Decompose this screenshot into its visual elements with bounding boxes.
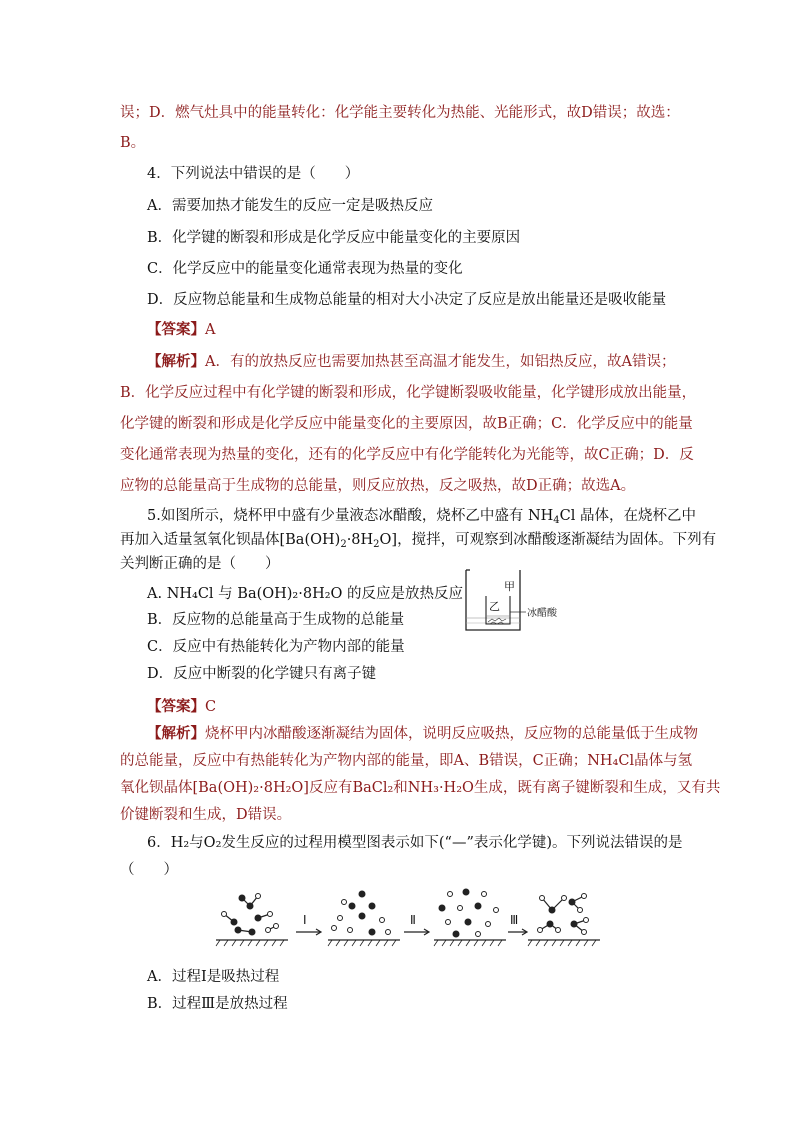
analysis-tag: 【解析】 bbox=[147, 353, 205, 370]
q4-option-d: D．反应物总能量和生成物总能量的相对大小决定了反应是放出能量还是吸收能量 bbox=[147, 292, 667, 308]
intro-line-2: B。 bbox=[120, 135, 146, 151]
q4-analysis-line-2: B．化学反应过程中有化学键的断裂和形成，化学键断裂吸收能量，化学键形成放出能量， bbox=[120, 385, 697, 401]
reaction-model-figure bbox=[212, 880, 604, 950]
surface-2 bbox=[328, 940, 400, 946]
step-label-3: Ⅲ bbox=[510, 913, 519, 927]
q6-stem-line-1: 6．H₂与O₂发生反应的过程用模型图表示如下(“—”表示化学键)。下列说法错误的是 bbox=[147, 835, 683, 851]
surface-4 bbox=[528, 940, 600, 946]
step-label-2: Ⅱ bbox=[410, 913, 416, 927]
answer-value: C bbox=[205, 699, 217, 715]
q5-analysis-line-2: 的总能量，反应中有热能转化为产物内部的能量，即A、B错误，C正确；NH₄Cl晶体与氢 bbox=[120, 753, 693, 769]
stage-2-atoms bbox=[332, 891, 391, 936]
q4-stem: 4．下列说法中错误的是（ ） bbox=[147, 166, 360, 182]
analysis-tag: 【解析】 bbox=[147, 725, 205, 742]
label-yi: 乙 bbox=[489, 600, 500, 613]
q5-analysis-line-4: 价键断裂和生成，D错误。 bbox=[120, 807, 292, 823]
q4-option-c: C．化学反应中的能量变化通常表现为热量的变化 bbox=[147, 261, 463, 277]
q5-option-d: D．反应中断裂的化学键只有离子键 bbox=[147, 666, 377, 682]
q6-option-a: A．过程Ⅰ是吸热过程 bbox=[147, 969, 280, 985]
surface-3 bbox=[434, 940, 506, 946]
q5-analysis-line-3: 氧化钡晶体[Ba(OH)₂·8H₂O]反应有BaCl₂和NH₃·H₂O生成，既有离子键断裂和生成，又有共 bbox=[120, 780, 721, 796]
surface-1 bbox=[216, 940, 288, 946]
q5-stem-line-1: 5.如图所示，烧杯甲中盛有少量液态冰醋酸，烧杯乙中盛有 $NH_4Cl$ 晶体，在烧杯乙中 bbox=[147, 508, 696, 526]
answer-value: A bbox=[205, 322, 216, 338]
q5-answer bbox=[147, 697, 216, 717]
label-acid: 冰醋酸 bbox=[527, 608, 557, 619]
q4-analysis-line-5: 应物的总能量高于生成物的总能量，则反应放热，反之吸热，故D正确；故选A。 bbox=[120, 478, 636, 494]
q5-stem-line-3: 关判断正确的是（ ） bbox=[120, 556, 280, 572]
stage-3-atoms bbox=[439, 889, 499, 938]
answer-tag: 【答案】 bbox=[147, 321, 205, 338]
q6-stem-line-2: （ ） bbox=[120, 862, 178, 878]
q5-option-b: B．反应物的总能量高于生成物的总能量 bbox=[147, 612, 405, 628]
q5-stem-line-2: 再加入适量氢氧化钡晶体$[Ba(OH)_2\cdot 8H_2O]$，搅拌，可观察到冰醋酸逐渐凝结为固体。下列有 bbox=[120, 532, 717, 550]
stage-4-molecules bbox=[538, 894, 589, 935]
step-label-1: Ⅰ bbox=[303, 913, 307, 927]
q4-option-b: B．化学键的断裂和形成是化学反应中能量变化的主要原因 bbox=[147, 230, 521, 246]
q4-analysis-line-1: 【解析】A．有的放热反应也需要加热甚至高温才能发生，如铝热反应，故A错误； bbox=[147, 353, 676, 370]
answer-tag: 【答案】 bbox=[147, 698, 205, 715]
q5-option-a: A. NH₄Cl 与 Ba(OH)₂·8H₂O 的反应是放热反应 bbox=[147, 586, 464, 602]
q5-analysis-line-1: 【解析】烧杯甲内冰醋酸逐渐凝结为固体，说明反应吸热，反应物的总能量低于生成物 bbox=[147, 725, 698, 742]
q4-analysis-line-3: 化学键的断裂和形成是化学反应中能量变化的主要原因，故B正确；C．化学反应中的能量 bbox=[120, 416, 693, 432]
q4-analysis-line-4: 变化通常表现为热量的变化，还有的化学反应中有化学能转化为光能等，故C正确；D．反 bbox=[120, 447, 694, 463]
q4-answer bbox=[147, 320, 215, 340]
label-jia: 甲 bbox=[504, 580, 515, 593]
stage-1-molecules bbox=[222, 894, 279, 936]
q4-option-a: A．需要加热才能发生的反应一定是吸热反应 bbox=[147, 198, 433, 214]
intro-line-1: 误；D．燃气灶具中的能量转化：化学能主要转化为热能、光能形式，故D错误；故选： bbox=[120, 105, 680, 121]
q5-option-c: C．反应中有热能转化为产物内部的能量 bbox=[147, 639, 405, 655]
beaker-figure bbox=[464, 568, 574, 634]
q6-option-b: B．过程Ⅲ是放热过程 bbox=[147, 996, 288, 1012]
